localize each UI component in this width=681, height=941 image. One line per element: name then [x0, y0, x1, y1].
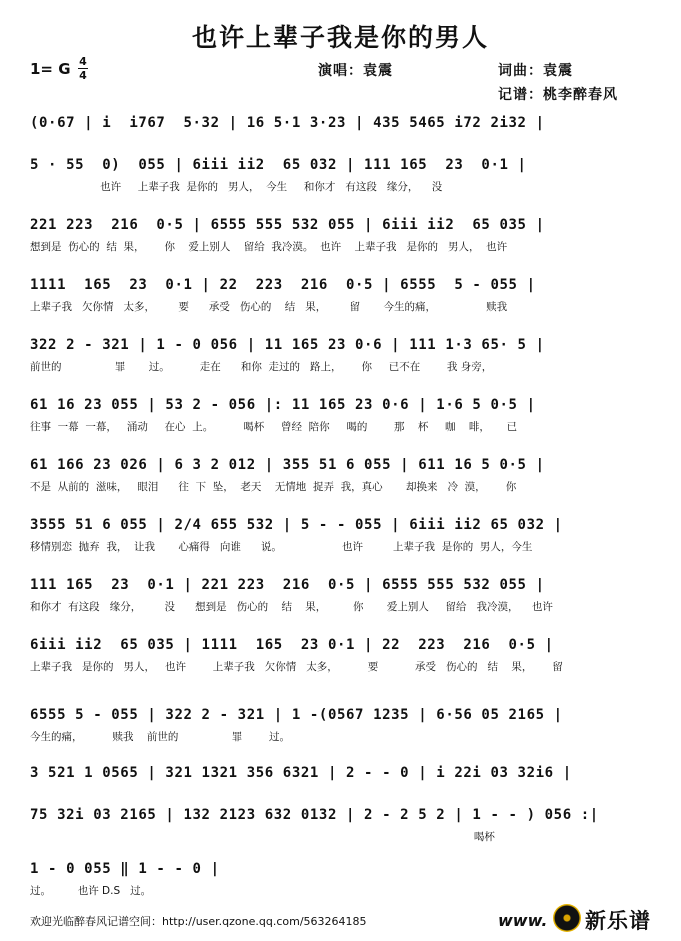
lyrics-line: 也许 上辈子我 是你的 男人， 今生 和你才 有这段 缘分， 没	[30, 181, 443, 193]
notes-line: 6555 5 - 055 | 322 2 - 321 | 1 -(0567 1235 | 6·56 05 2165 |	[30, 707, 563, 723]
lyrics-line: 喝杯	[30, 831, 495, 843]
time-signature	[78, 56, 88, 81]
lyrics-line: 和你才 有这段 缘分， 没 想到是 伤心的 结 果， 你 爱上别人 留给 我冷漠， 也许	[30, 601, 553, 613]
notes-line: (0·67 | i i767 5·32 | 16 5·1 3·23 | 435 5465 i72 2i32 |	[30, 115, 545, 131]
score-row-7	[30, 456, 650, 514]
score-row-4	[30, 276, 650, 334]
notes-line: 322 2 - 321 | 1 - 0 056 | 11 165 23 0·6 | 111 1·3 65· 5 |	[30, 337, 545, 353]
score-row-6	[30, 396, 650, 454]
key-signature: 1= G	[30, 60, 71, 78]
notes-line: 1111 165 23 0·1 | 22 223 216 0·5 | 6555 5 - 055 |	[30, 277, 536, 293]
lyrics-line: 今生的痛， 赎我 前世的 罪 过。	[30, 731, 290, 743]
score-row-2	[30, 156, 650, 214]
notes-line: 3 521 1 0565 | 321 1321 356 6321 | 2 - - 0 | i 22i 03 32i6 |	[30, 765, 572, 781]
notes-line: 221 223 216 0·5 | 6555 555 532 055 | 6iii ii2 65 035 |	[30, 217, 545, 233]
score-row-11	[30, 706, 650, 764]
notes-line: 111 165 23 0·1 | 221 223 216 0·5 | 6555 555 532 055 |	[30, 577, 545, 593]
notes-line: 6iii ii2 65 035 | 1111 165 23 0·1 | 22 223 216 0·5 |	[30, 637, 554, 653]
notes-line: 61 16 23 055 | 53 2 - 056 |: 11 165 23 0·6 | 1·6 5 0·5 |	[30, 397, 536, 413]
record-icon	[553, 904, 581, 932]
meter-top: 4	[79, 55, 87, 68]
score-row-9	[30, 576, 650, 634]
song-title: 也许上辈子我是你的男人	[191, 23, 489, 52]
score-row-10	[30, 636, 650, 694]
writer-credit: 词曲：袁震	[498, 63, 573, 79]
score-row-8	[30, 516, 650, 574]
notes-line: 75 32i 03 2165 | 132 2123 632 0132 | 2 - 2 5 2 | 1 - - ) 056 :|	[30, 807, 599, 823]
brand-logo	[549, 902, 679, 936]
lyrics-line: 移情别恋 抛弃 我， 让我 心痛得 向谁 说。 也许 上辈子我 是你的 男人，今生	[30, 541, 533, 553]
watermark-www: www.	[498, 911, 548, 930]
brand-name: 新乐谱	[585, 909, 651, 933]
notes-line: 5 · 55 0) 055 | 6iii ii2 65 032 | 111 165 23 0·1 |	[30, 157, 527, 173]
lyrics-line: 上辈子我 是你的 男人， 也许 上辈子我 欠你情 太多， 要 承受 伤心的 结 果， 留	[30, 661, 563, 673]
lyrics-line: 上辈子我 欠你情 太多， 要 承受 伤心的 结 果， 留 今生的痛， 赎我	[30, 301, 508, 313]
singer-credit: 演唱：袁震	[318, 63, 393, 79]
score-row-3	[30, 216, 650, 274]
notes-line: 61 166 23 026 | 6 3 2 012 | 355 51 6 055 | 611 16 5 0·5 |	[30, 457, 545, 473]
lyrics-line: 想到是 伤心的 结 果， 你 爱上别人 留给 我冷漠。 也许 上辈子我 是你的 男人， 也许	[30, 241, 508, 253]
notes-line: 3555 51 6 055 | 2/4 655 532 | 5 - - 055 | 6iii ii2 65 032 |	[30, 517, 563, 533]
meter-bottom: 4	[79, 69, 87, 82]
score-row-13	[30, 806, 650, 864]
lyrics-line: 不是 从前的 滋味， 眼泪 往 下 坠， 老天 无情地 捉弄 我，真心 却换来 冷 漠， 你	[30, 481, 517, 493]
footer-text: 欢迎光临醉春风记谱空间：http://user.qzone.qq.com/563264185	[30, 915, 367, 928]
transcriber-credit: 记谱：桃李醉春风	[498, 87, 618, 103]
lyrics-line: 往事 一幕 一幕， 涌动 在心 上。 喝杯 曾经 陪你 喝的 那 杯 咖 啡， 已	[30, 421, 518, 433]
score-row-5	[30, 336, 650, 394]
notes-line: 1 - 0 055 ‖ 1 - - 0 |	[30, 861, 220, 877]
lyrics-line: 过。 也许 D.S 过。	[30, 885, 152, 897]
lyrics-line: 前世的 罪 过。 走在 和你 走过的 路上， 你 已不在 我 身旁，	[30, 361, 493, 373]
